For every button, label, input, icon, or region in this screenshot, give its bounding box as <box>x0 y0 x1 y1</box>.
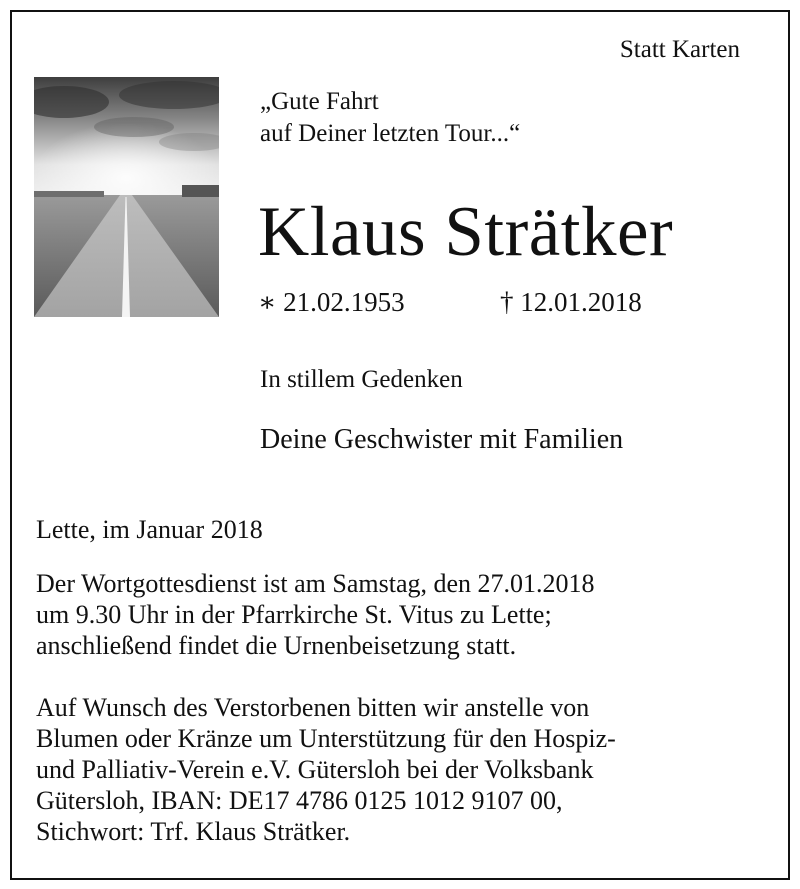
farewell-quote <box>260 86 680 150</box>
road-photo <box>34 77 219 317</box>
road-photo-icon <box>34 77 219 317</box>
paragraph-line: Gütersloh, IBAN: DE17 4786 0125 1012 9107 00, <box>36 786 563 815</box>
death-date: † 12.01.2018 <box>500 287 642 317</box>
service-paragraph <box>36 568 776 661</box>
paragraph-line: und Palliativ-Verein e.V. Gütersloh bei der Volksbank <box>36 755 594 784</box>
mourners-line: Deine Geschwister mit Familien <box>260 424 624 455</box>
deceased-name: Klaus Strätker <box>258 193 674 271</box>
quote-line: „Gute Fahrt <box>260 88 379 115</box>
paragraph-line: Der Wortgottesdienst ist am Samstag, den 27.01.2018 <box>36 569 595 598</box>
donation-paragraph <box>36 692 776 847</box>
quote-line: auf Deiner letzten Tour...“ <box>260 120 521 147</box>
paragraph-line: um 9.30 Uhr in der Pfarrkirche St. Vitus zu Lette; <box>36 600 552 629</box>
statt-karten-note: Statt Karten <box>619 36 740 63</box>
paragraph-line: Stichwort: Trf. Klaus Strätker. <box>36 817 351 846</box>
memory-line: In stillem Gedenken <box>260 366 463 393</box>
paragraph-line: Blumen oder Kränze um Unterstützung für den Hospiz- <box>36 724 616 753</box>
paragraph-line: anschließend findet die Urnenbeisetzung statt. <box>36 631 517 660</box>
paragraph-line: Auf Wunsch des Verstorbenen bitten wir anstelle von <box>36 693 590 722</box>
birth-date: ∗ 21.02.1953 <box>258 287 405 317</box>
place-date: Lette, im Januar 2018 <box>36 515 263 544</box>
